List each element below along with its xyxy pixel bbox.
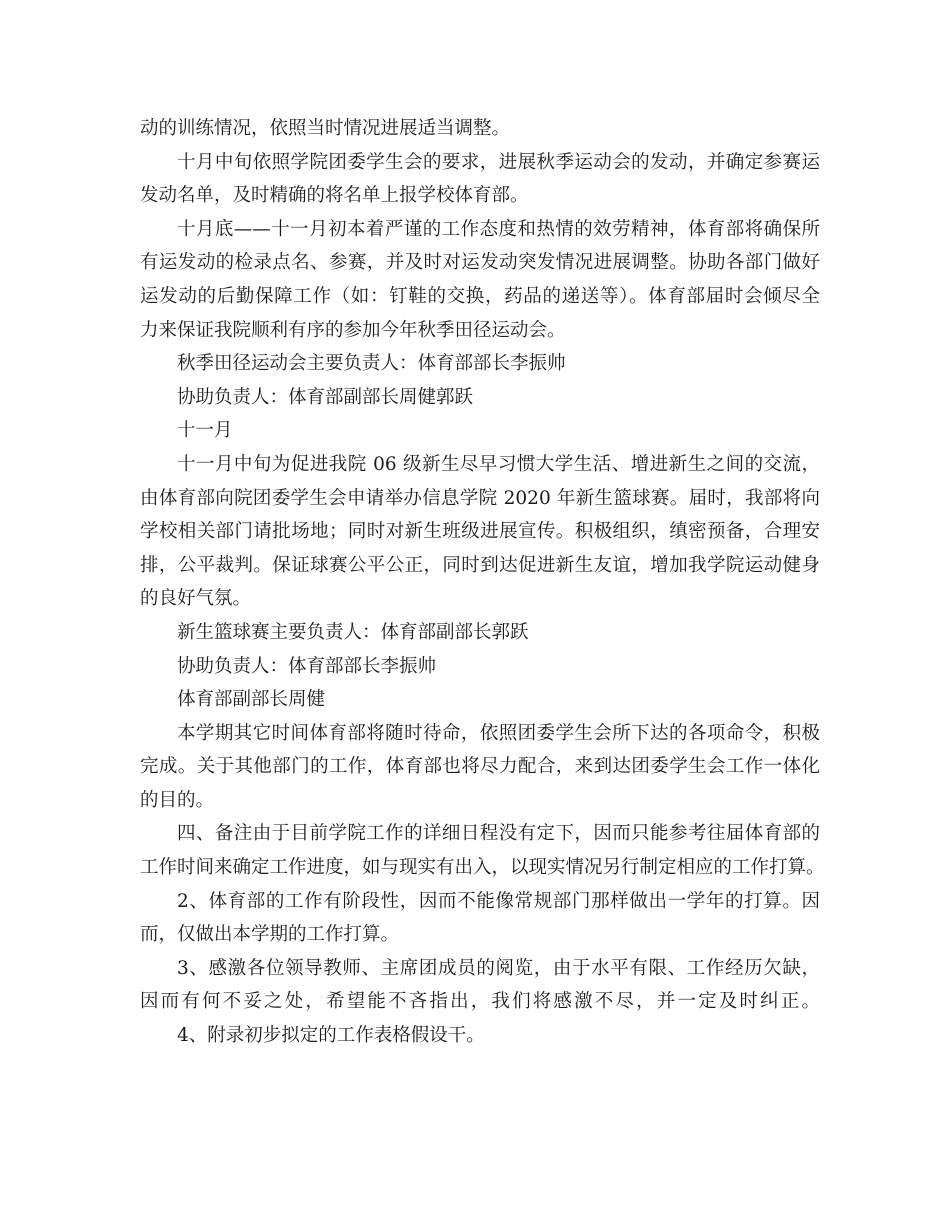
text-line: 新生篮球赛主要负责人：体育部副部长郭跃 — [177, 621, 529, 643]
text-line: 四、备注由于目前学院工作的详细日程没有定下，因而只能参考往届体育部的 — [177, 823, 820, 845]
text-line: 学校相关部门请批场地；同时对新生班级进展宣传。积极组织，缜密预备，合理安 — [140, 521, 820, 543]
text-line: 工作时间来确定工作进度，如与现实有出入，以现实情况另行制定相应的工作打算。 — [140, 857, 825, 879]
text-line: 协助负责人：体育部部长李振帅 — [177, 655, 437, 677]
text-line: 运发动的后勤保障工作（如：钉鞋的交换，药品的递送等）。体育部届时会倾尽全 — [140, 285, 820, 307]
text-line: 十一月 — [177, 420, 233, 442]
document-body — [140, 112, 825, 1053]
text-line: 体育部副部长周健 — [177, 689, 326, 711]
text-line: 而，仅做出本学期的工作打算。 — [140, 924, 400, 946]
text-line: 十月中旬依照学院团委学生会的要求，进展秋季运动会的发动，并确定参赛运 — [177, 151, 820, 173]
text-line: 2、体育部的工作有阶段性，因而不能像常规部门那样做出一学年的打算。因 — [177, 890, 820, 912]
text-line: 4、附录初步拟定的工作表格假设干。 — [177, 1025, 485, 1047]
text-line: 的良好气氛。 — [140, 588, 252, 610]
text-line: 有运发动的检录点名、参赛，并及时对运发动突发情况进展调整。协助各部门做好 — [140, 252, 820, 274]
text-line: 3、感激各位领导教师、主席团成员的阅览，由于水平有限、工作经历欠缺， — [177, 957, 820, 979]
text-line: 力来保证我院顺利有序的参加今年秋季田径运动会。 — [140, 319, 566, 341]
text-line: 因而有何不妥之处，希望能不吝指出，我们将感激不尽，并一定及时纠正。 — [140, 991, 820, 1013]
text-line: 动的训练情况，依照当时情况进展适当调整。 — [140, 118, 511, 139]
text-line: 完成。关于其他部门的工作，体育部也将尽力配合，来到达团委学生会工作一体化 — [140, 756, 820, 778]
text-line: 秋季田径运动会主要负责人：体育部部长李振帅 — [177, 353, 566, 375]
text-line: 十一月中旬为促进我院 06 级新生尽早习惯大学生活、增进新生之间的交流， — [177, 453, 820, 475]
text-line: 发动名单，及时精确的将名单上报学校体育部。 — [140, 185, 529, 207]
text-line: 由体育部向院团委学生会申请举办信息学院 2020 年新生篮球赛。届时，我部将向 — [140, 487, 820, 509]
text-line: 十月底——十一月初本着严谨的工作态度和热情的效劳精神，体育部将确保所 — [177, 218, 820, 240]
text-line: 协助负责人：体育部副部长周健郭跃 — [177, 386, 474, 408]
text-line: 排，公平裁判。保证球赛公平公正，同时到达促进新生友谊，增加我学院运动健身 — [140, 554, 820, 576]
text-line: 的目的。 — [140, 789, 215, 811]
text-line: 本学期其它时间体育部将随时待命，依照团委学生会所下达的各项命令，积极 — [177, 722, 820, 744]
